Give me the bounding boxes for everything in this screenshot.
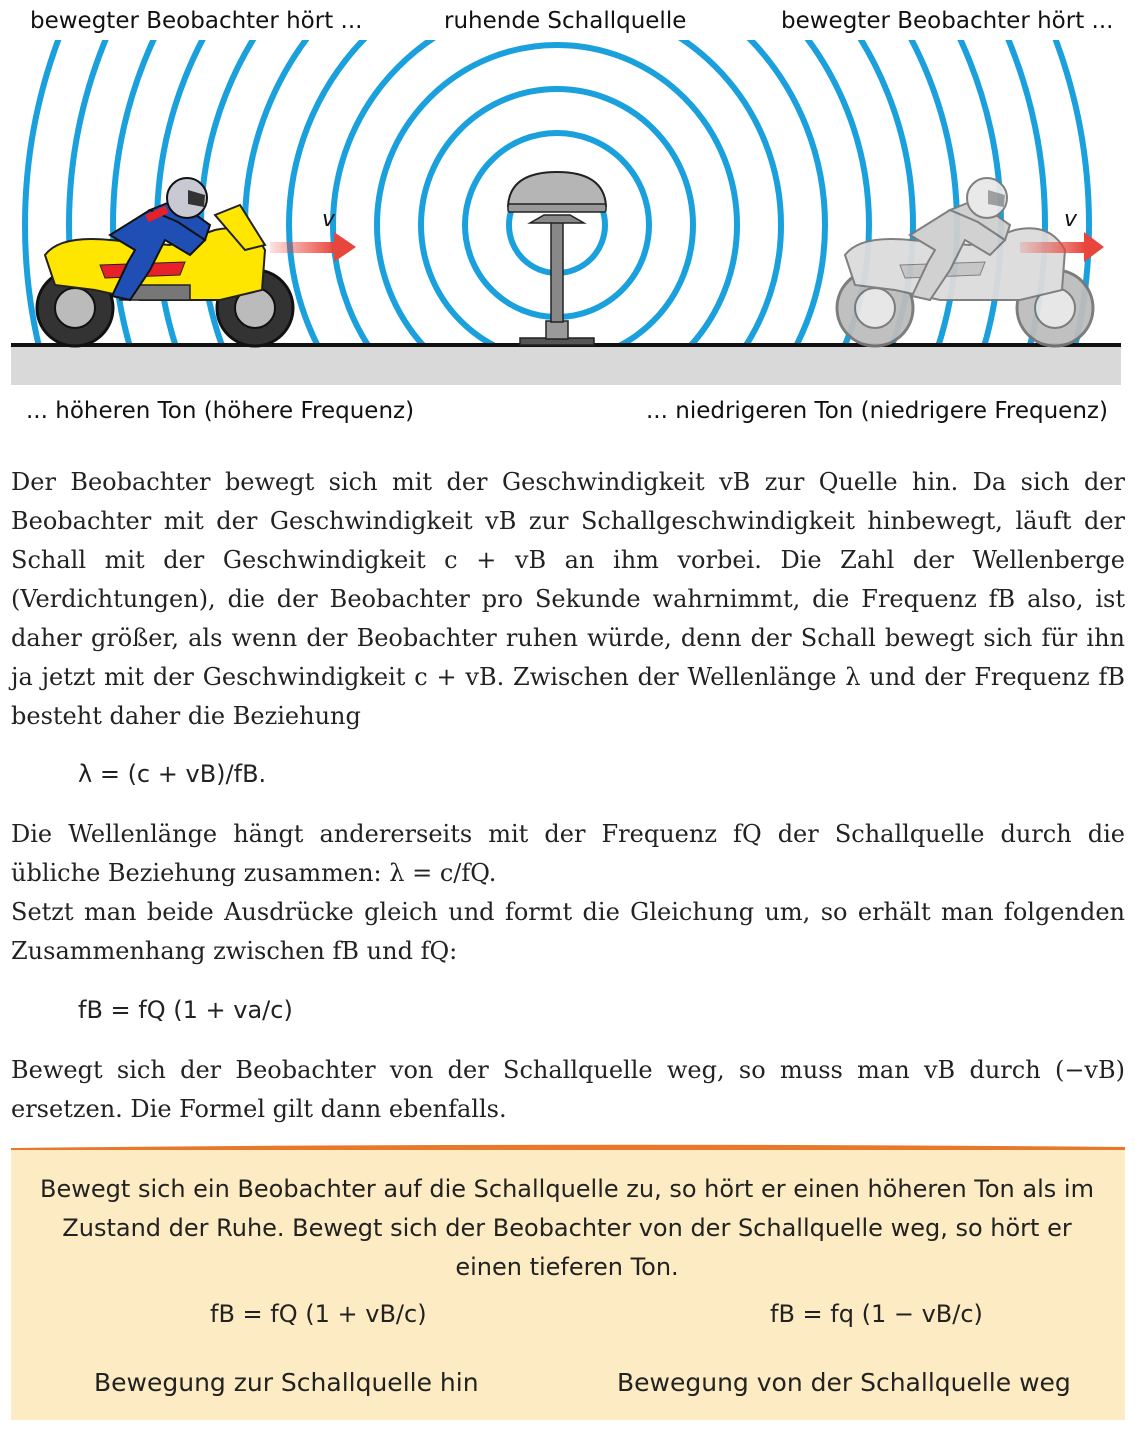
label-bottom-left: ... höheren Ton (höhere Frequenz) (26, 398, 415, 424)
motorbike-yellow-approaching (37, 178, 293, 346)
ground-road (11, 345, 1121, 385)
label-top-right: bewegter Beobachter hört ... (781, 8, 1114, 34)
formula-lambda-observer: λ = (c + vB)/fB. (78, 760, 267, 788)
formula-approaching: fB = fQ (1 + vB/c) (210, 1300, 427, 1328)
caption-approaching: Bewegung zur Schallquelle hin (94, 1368, 479, 1397)
velocity-label-right: v (1064, 207, 1078, 232)
summary-text: Bewegt sich ein Beobachter auf die Schallquelle zu, so hört er einen höheren Ton als im Zustand der Ruhe. Bewegt sich der Beobachter von der Schallquelle weg, so hört er einen tieferen Ton. (40, 1175, 1094, 1281)
formula-doppler-observer: fB = fQ (1 + va/c) (78, 996, 293, 1024)
label-top-center: ruhende Schallquelle (444, 8, 687, 34)
motorbike-gray-receding (837, 178, 1093, 346)
caption-receding: Bewegung von der Schallquelle weg (617, 1368, 1071, 1397)
paragraph-2: Die Wellenlänge hängt andererseits mit der Frequenz fQ der Schallquelle durch die übliche Beziehung zusammen: λ = c/fQ. (11, 820, 1125, 887)
formula-receding: fB = fq (1 − vB/c) (770, 1300, 983, 1328)
doppler-illustration (0, 0, 1135, 440)
paragraph-3: Setzt man beide Ausdrücke gleich und formt die Gleichung um, so erhält man folgenden Zusammenhang zwischen fB und fQ: (11, 898, 1125, 965)
paragraph-1: Der Beobachter bewegt sich mit der Geschwindigkeit vB zur Quelle hin. Da sich der Beobachter mit der Geschwindigkeit vB zur Schallgeschwindigkeit hinbewegt, läuft der Schall mit der Geschwindigkeit c + vB an ihm vorbei. Die Zahl der Wellenberge (Verdichtungen), die der Beobachter pro Sekunde wahrnimmt, die Frequenz fB also, ist daher größer, als wenn der Beobachter ruhen würde, denn der Schall bewegt sich für ihn ja jetzt mit der Geschwindigkeit c + vB. Zwischen der Wellenlänge λ und der Frequenz fB besteht daher die Beziehung (11, 468, 1125, 730)
velocity-arrow-left (270, 232, 356, 262)
velocity-label-left: v (322, 207, 336, 232)
paragraph-4: Bewegt sich der Beobachter von der Schallquelle weg, so muss man vB durch (−vB) ersetzen. Die Formel gilt dann ebenfalls. (11, 1056, 1125, 1123)
label-top-left: bewegter Beobachter hört ... (30, 8, 363, 34)
label-bottom-right: ... niedrigeren Ton (niedrigere Frequenz) (646, 398, 1108, 424)
